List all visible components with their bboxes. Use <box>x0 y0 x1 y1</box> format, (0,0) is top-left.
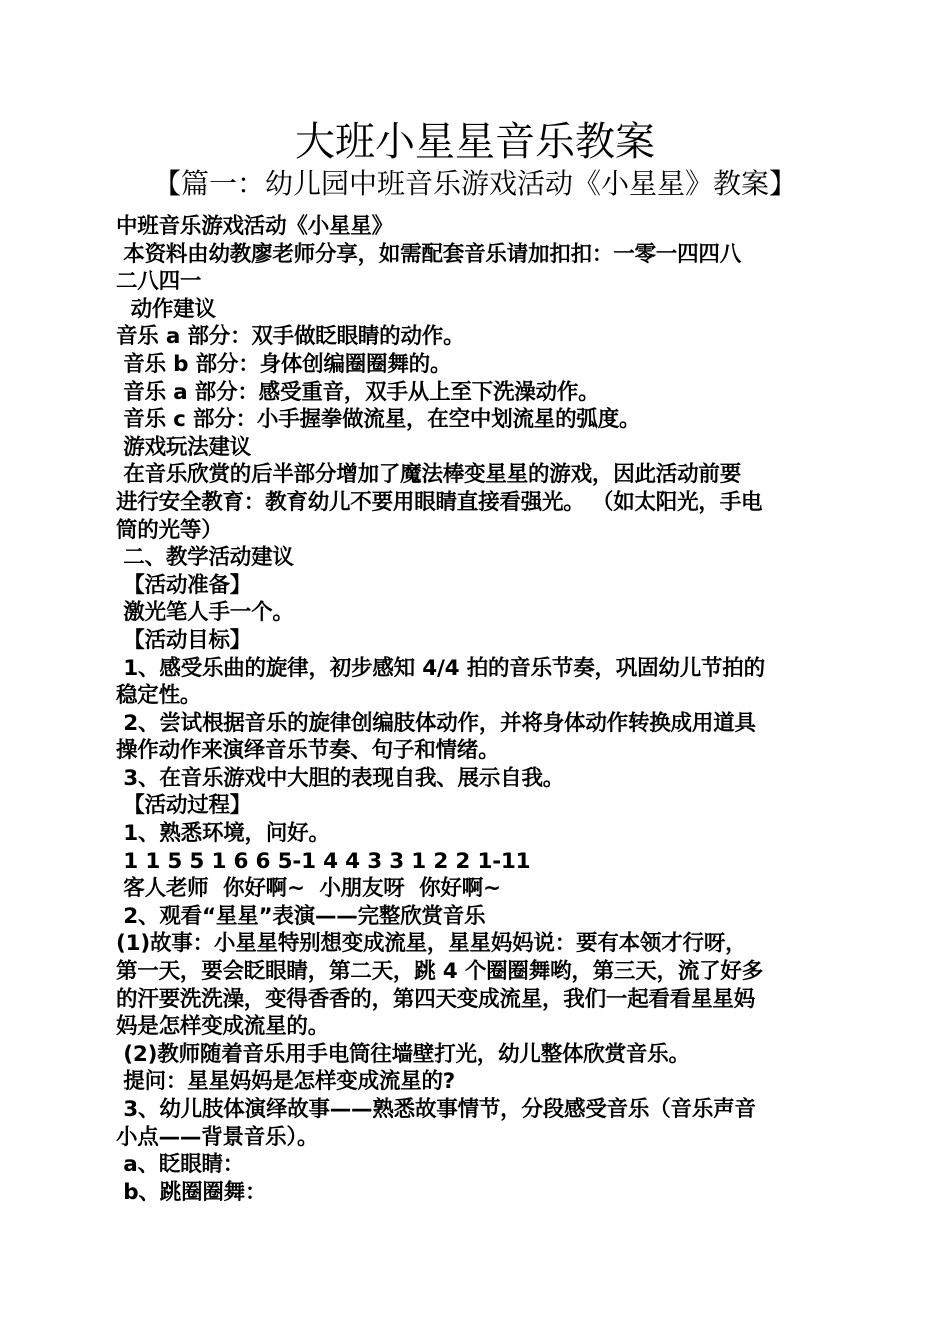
text-line: b、跳圈圈舞： <box>116 1179 267 1205</box>
text-line: 激光笔人手一个。 <box>116 600 294 626</box>
text-line: 客人老师 你好啊~ 小朋友呀 你好啊~ <box>116 876 501 902</box>
text-line: 筒的光等） <box>116 517 223 543</box>
text-line: 稳定性。 <box>116 683 202 709</box>
text-line: 【活动目标】 <box>116 627 252 653</box>
text-line: 音乐 a 部分：感受重音，双手从上至下洗澡动作。 <box>116 379 600 405</box>
text-line: a、眨眼睛： <box>116 1152 245 1178</box>
text-line: 2、观看“星星”表演——完整欣赏音乐 <box>116 903 486 929</box>
text-line: 1 1 5 5 1 6 6 5-1 4 4 3 3 1 2 2 1-11 <box>116 848 531 874</box>
text-line: 操作动作来演绎音乐节奏、句子和情绪。 <box>116 738 500 764</box>
text-line: 本资料由幼教廖老师分享，如需配套音乐请加扣扣：一零一四四八 <box>116 241 741 267</box>
text-line: 音乐 b 部分：身体创编圈圈舞的。 <box>116 351 452 377</box>
text-line: 二、教学活动建议 <box>116 545 294 571</box>
document-body <box>116 213 840 1206</box>
text-line: 的汗要洗洗澡，变得香香的，第四天变成流星，我们一起看看星星妈 <box>116 986 756 1012</box>
text-line: 2、尝试根据音乐的旋律创编肢体动作，并将身体动作转换成用道具 <box>116 710 756 736</box>
text-line: 【活动准备】 <box>116 572 252 598</box>
text-line: (2)教师随着音乐用手电筒往墙壁打光，幼儿整体欣赏音乐。 <box>116 1041 690 1067</box>
text-line: 3、在音乐游戏中大胆的表现自我、展示自我。 <box>116 765 565 791</box>
text-line: 音乐 a 部分：双手做眨眼睛的动作。 <box>116 324 465 350</box>
document-title: 大班小星星音乐教案 <box>295 119 655 165</box>
text-line: 在音乐欣赏的后半部分增加了魔法棒变星星的游戏，因此活动前要 <box>116 462 741 488</box>
document-subtitle: 【篇一：幼儿园中班音乐游戏活动《小星星》教案】 <box>152 167 797 200</box>
text-line: 1、感受乐曲的旋律，初步感知 4/4 拍的音乐节奏，巩固幼儿节拍的 <box>116 655 765 681</box>
text-line: 【活动过程】 <box>116 793 252 819</box>
text-line: 中班音乐游戏活动《小星星》 <box>116 214 393 239</box>
text-line: 妈是怎样变成流星的。 <box>116 1014 330 1040</box>
text-line: 游戏玩法建议 <box>116 434 252 460</box>
text-line: 提问：星星妈妈是怎样变成流星的? <box>116 1069 456 1095</box>
text-line: 二八四一 <box>116 269 202 295</box>
text-line: (1)故事：小星星特别想变成流星，星星妈妈说：要有本领才行呀， <box>116 931 747 957</box>
text-line: 进行安全教育：教育幼儿不要用眼睛直接看强光。 （如太阳光，手电 <box>116 489 763 515</box>
text-line: 3、幼儿肢体演绎故事——熟悉故事情节，分段感受音乐（音乐声音 <box>116 1097 756 1122</box>
text-line: 音乐 c 部分：小手握拳做流星，在空中划流星的弧度。 <box>116 407 641 433</box>
text-line: 1、熟悉环境，问好。 <box>116 821 330 847</box>
text-line: 第一天，要会眨眼睛，第二天，跳 4 个圈圈舞哟，第三天，流了好多 <box>116 959 764 985</box>
text-line: 小点——背景音乐）。 <box>116 1124 319 1150</box>
text-line: 动作建议 <box>116 296 216 322</box>
